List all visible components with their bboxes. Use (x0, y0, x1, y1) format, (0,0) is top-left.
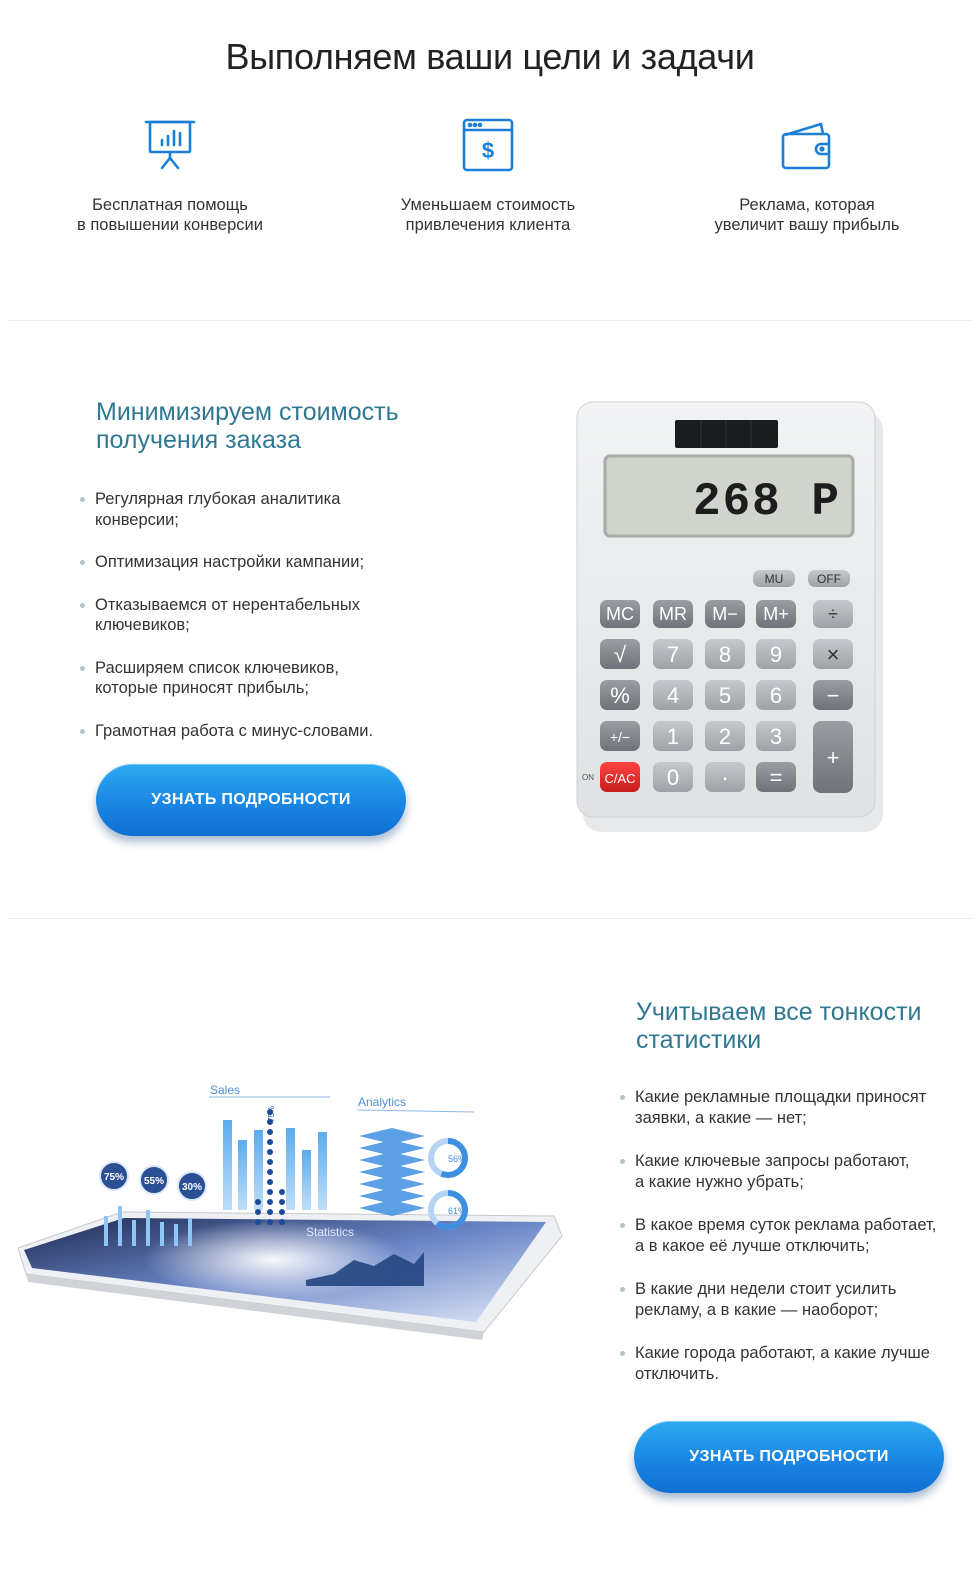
list-item: Грамотная работа с минус-словами. (80, 721, 480, 742)
calc-key: 1 (666, 724, 680, 749)
calc-key: OFF (817, 572, 841, 586)
list-item: Отказываемся от нерентабельных ключевиков; (80, 595, 480, 636)
calc-key: 3 (769, 724, 783, 749)
calc-key: 6 (769, 683, 783, 708)
calc-key: % (610, 683, 630, 708)
dollar-window-icon (458, 115, 518, 175)
calc-key: + (826, 745, 840, 770)
calculator-display: 268 P (692, 476, 841, 528)
calc-key: ÷ (828, 604, 838, 624)
svg-text:$: $ (481, 138, 495, 163)
section-divider (8, 320, 972, 321)
calc-key: MU (764, 572, 784, 586)
tablet-donut-61: 61% (447, 1206, 467, 1216)
calc-key: 2 (718, 724, 732, 749)
calc-key: C/AC (604, 771, 636, 786)
list-item: Регулярная глубокая аналитика конверсии; (80, 489, 480, 530)
tablet-label-analytics: Analytics (358, 1095, 407, 1109)
calc-key: MR (659, 604, 687, 624)
list-item: Какие рекламные площадки приносят заявки, а какие — нет; (620, 1087, 975, 1128)
feature-conversion (10, 115, 330, 235)
feature-text: Уменьшаем стоимость (400, 196, 576, 214)
section-divider (8, 918, 972, 919)
tablet-bar-label: 75% (267, 1105, 276, 1122)
calc-key: − (826, 683, 840, 708)
calc-key: M− (712, 604, 738, 624)
feature-profit (647, 115, 967, 235)
tablet-badge-30: 30% (181, 1182, 203, 1193)
cost-bullet-list (80, 489, 480, 741)
stats-bullet-list (620, 1087, 975, 1384)
feature-cost (328, 115, 648, 235)
calc-key: 7 (666, 642, 680, 667)
calc-key: 4 (666, 683, 680, 708)
calc-key: 5 (718, 683, 732, 708)
list-item: Какие города работают, а какие лучше отключить. (620, 1343, 975, 1384)
list-item: В какие дни недели стоит усилить рекламу, а в какие — наоборот; (620, 1279, 975, 1320)
calc-key: MC (606, 604, 634, 624)
calc-key: 9 (769, 642, 783, 667)
section-title-cost: Минимизируем стоимость получения заказа (96, 398, 399, 454)
list-item: Какие ключевые запросы работают, а какие нужно убрать; (620, 1151, 975, 1192)
calc-on-label: ON (582, 773, 594, 782)
tablet-label-statistics: Statistics (306, 1225, 355, 1239)
calc-key: M+ (763, 604, 789, 624)
feature-text: привлечения клиента (405, 216, 571, 234)
calc-key: √ (613, 642, 627, 667)
calc-key: +/− (609, 729, 631, 745)
feature-text: Бесплатная помощь (92, 196, 248, 214)
list-item: Расширяем список ключевиков, которые приносят прибыль; (80, 658, 480, 699)
feature-text: Реклама, которая (739, 196, 875, 214)
calc-key: = (769, 765, 783, 790)
feature-text: увеличит вашу прибыль (714, 216, 900, 234)
page-title: Выполняем ваши цели и задачи (225, 36, 755, 77)
list-item: Оптимизация настройки кампании; (80, 552, 480, 573)
list-item: В какое время суток реклама работает, а в какое её лучше отключить; (620, 1215, 975, 1256)
tablet-label-sales: Sales (210, 1083, 241, 1097)
calc-key: × (826, 642, 840, 667)
calc-key: · (721, 765, 729, 790)
learn-more-button[interactable]: УЗНАТЬ ПОДРОБНОСТИ (634, 1421, 944, 1493)
section-title-stats: Учитываем все тонкости статистики (636, 998, 922, 1054)
tablet-badge-55: 55% (143, 1176, 165, 1187)
feature-text: в повышении конверсии (77, 216, 263, 234)
wallet-icon (777, 115, 837, 175)
learn-more-button[interactable]: УЗНАТЬ ПОДРОБНОСТИ (96, 764, 406, 836)
presentation-chart-icon (140, 115, 200, 175)
tablet-donut-56: 56% (447, 1154, 467, 1164)
tablet-badge-75: 75% (103, 1172, 125, 1183)
calculator-illustration (545, 362, 915, 882)
tablet-analytics-illustration (14, 1060, 574, 1390)
calc-key: 8 (718, 642, 732, 667)
calc-key: 0 (666, 765, 680, 790)
